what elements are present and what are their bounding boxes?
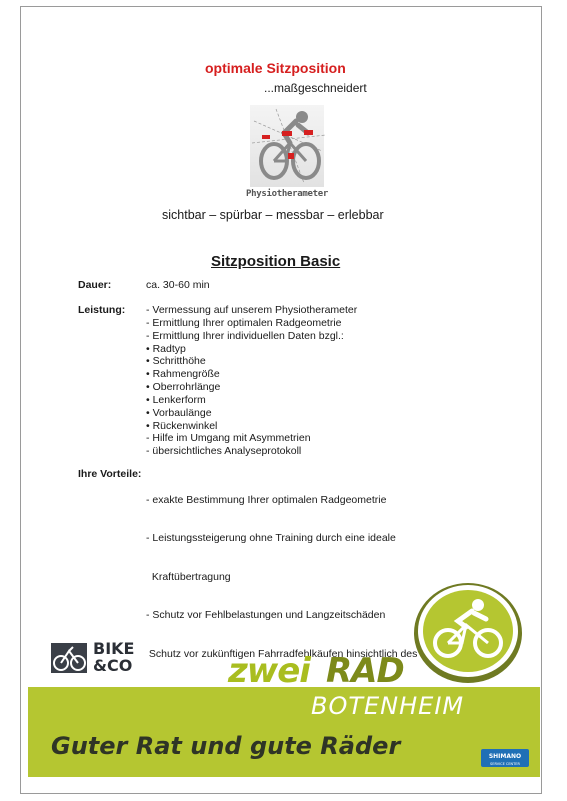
page-subtitle: ...maßgeschneidert — [264, 81, 367, 95]
brand-city: BOTENHEIM — [311, 692, 465, 720]
list-item: - Hilfe im Umgang mit Asymmetrien — [146, 432, 311, 445]
shimano-logo — [481, 749, 529, 767]
cyclist-icon — [246, 103, 328, 191]
list-item: Schutz vor zukünftigen Fahrradfehlkäufen hinsichtlich des — [146, 647, 418, 660]
list-item: • Vorbaulänge — [146, 406, 212, 419]
brand-rad: RAD — [326, 651, 404, 691]
list-item: - Schutz vor Fehlbelastungen und Langzeitschäden — [146, 609, 386, 622]
leistung-list — [146, 304, 357, 458]
bike-and-co-logo — [51, 639, 151, 679]
bikeco-line1: BIKE — [93, 639, 135, 658]
vorteile-label: Ihre Vorteile: — [78, 468, 142, 480]
tagline: sichtbar – spürbar – messbar – erlebbar — [162, 208, 384, 222]
list-item: - exakte Bestimmung Ihrer optimalen Radgeometrie — [146, 493, 387, 506]
list-item: • Radtyp — [146, 342, 186, 355]
bicycle-badge-icon — [412, 581, 524, 687]
logo-caption: Physiotherameter — [246, 189, 328, 199]
brand-zwei: zwei — [228, 651, 310, 691]
list-item: • Rückenwinkel — [146, 419, 218, 432]
list-item: - Vermessung auf unserem Physiotherameter — [146, 304, 358, 316]
leistung-label: Leistung: — [78, 304, 126, 316]
list-item: - Ermittlung Ihrer optimalen Radgeometrie — [146, 316, 342, 329]
dauer-label: Dauer: — [78, 279, 112, 291]
list-item: - übersichtliches Analyseprotokoll — [146, 445, 302, 458]
physiotherameter-logo — [246, 103, 328, 207]
list-item: • Lenkerform — [146, 393, 206, 406]
bikeco-mark-icon — [51, 639, 89, 675]
shimano-text: SHIMANO — [488, 753, 522, 760]
list-item: - Ermittlung Ihrer individuellen Daten bzgl.: — [146, 329, 344, 342]
dauer-value: ca. 30-60 min — [146, 279, 210, 291]
section-heading: Sitzposition Basic — [211, 253, 341, 270]
page-title: optimale Sitzposition — [205, 60, 346, 76]
list-item: • Oberrohrlänge — [146, 381, 221, 394]
slogan: Guter Rat und gute Räder — [51, 732, 401, 760]
list-item: • Schritthöhe — [146, 355, 206, 368]
flyer-page — [20, 6, 542, 794]
list-item: • Rahmengröße — [146, 368, 220, 381]
list-item: - Leistungssteigerung ohne Training durch eine ideale — [146, 532, 396, 545]
shimano-subtext: SERVICE CENTER — [490, 762, 520, 766]
list-item: Kraftübertragung — [146, 570, 231, 583]
bikeco-line2: &CO — [93, 656, 133, 675]
zweirad-circle-logo — [412, 581, 524, 687]
